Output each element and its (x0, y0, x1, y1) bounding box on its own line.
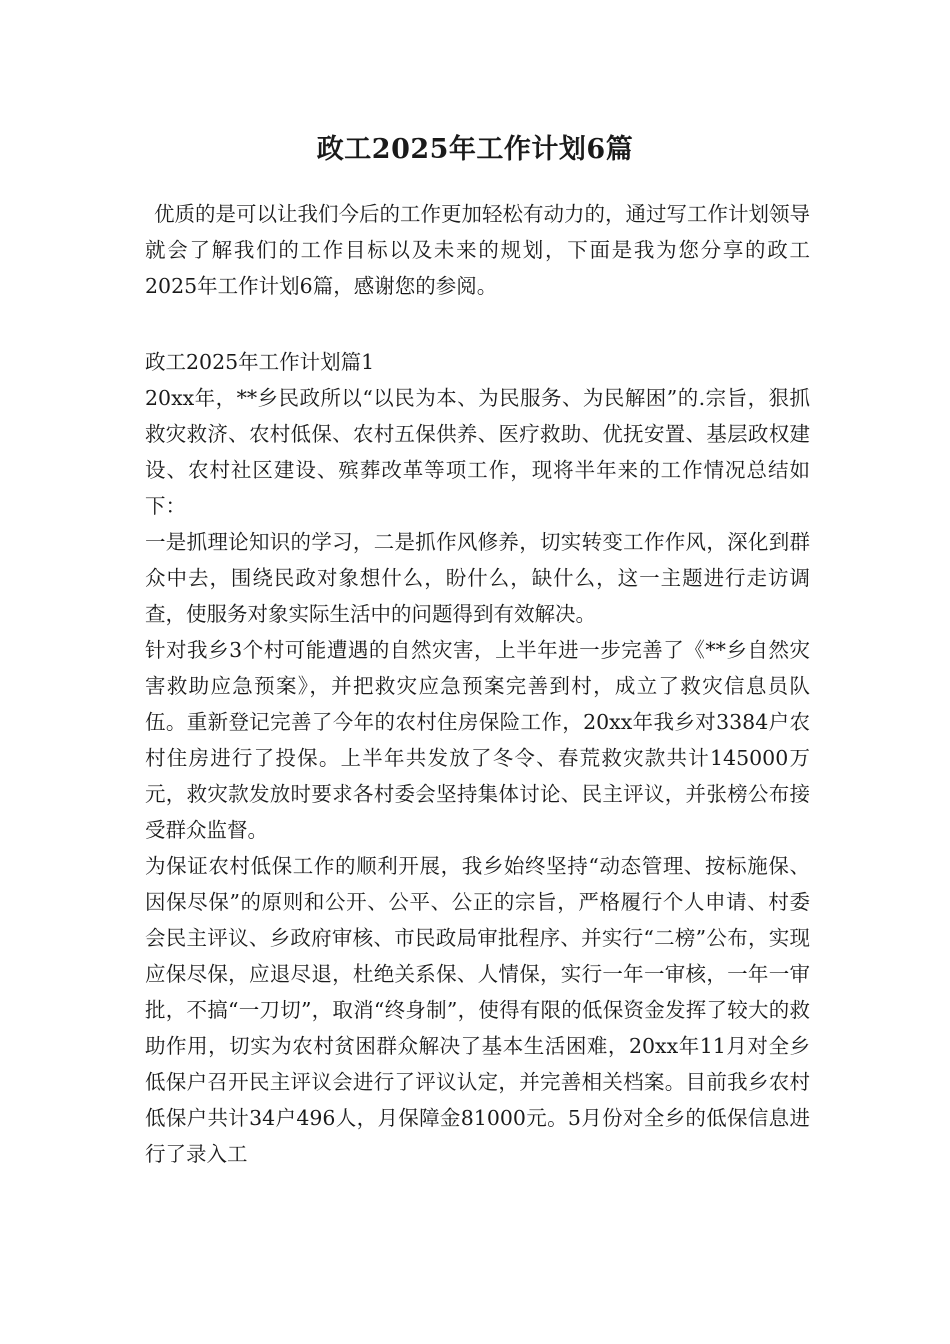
section-heading: 政工2025年工作计划篇1 (145, 350, 375, 374)
paragraph-1: 20xx年，**乡民政所以“以民为本、为民服务、为民解困”的.宗旨，狠抓救灾救济、农村低保、农村五保供养、医疗救助、优抚安置、基层政权建设、农村社区建设、殡葬改革等项工作，现将半年来的工作情况总结如下： (145, 386, 810, 518)
document-body (145, 344, 810, 1172)
paragraph-3: 针对我乡3个村可能遭遇的自然灾害，上半年进一步完善了《**乡自然灾害救助应急预案》，并把救灾应急预案完善到村，成立了救灾信息员队伍。重新登记完善了今年的农村住房保险工作，20xx年我乡对3384户农村住房进行了投保。上半年共发放了冬令、春荒救灾款共计145000万元，救灾款发放时要求各村委会坚持集体讨论、民主评议，并张榜公布接受群众监督。 (145, 638, 810, 842)
paragraph-2: 一是抓理论知识的学习，二是抓作风修养，切实转变工作作风，深化到群众中去，围绕民政对象想什么，盼什么，缺什么，这一主题进行走访调查，使服务对象实际生活中的问题得到有效解决。 (145, 530, 810, 626)
document-title: 政工2025年工作计划6篇 (316, 134, 634, 165)
paragraph-4: 为保证农村低保工作的顺利开展，我乡始终坚持“动态管理、按标施保、因保尽保”的原则和公开、公平、公正的宗旨，严格履行个人申请、村委会民主评议、乡政府审核、市民政局审批程序、并实行“二榜”公布，实现应保尽保，应退尽退，杜绝关系保、人情保，实行一年一审核，一年一审批，不搞“一刀切”，取消“终身制”，使得有限的低保资金发挥了较大的救助作用，切实为农村贫困群众解决了基本生活困难，20xx年11月对全乡低保户召开民主评议会进行了评议认定，并完善相关档案。目前我乡农村低保户共计34户496人，月保障金81000元。5月份对全乡的低保信息进行了录入工 (145, 854, 810, 1166)
intro-paragraph: 优质的是可以让我们今后的工作更加轻松有动力的，通过写工作计划领导就会了解我们的工作目标以及未来的规划，下面是我为您分享的政工2025年工作计划6篇，感谢您的参阅。 (145, 202, 810, 298)
